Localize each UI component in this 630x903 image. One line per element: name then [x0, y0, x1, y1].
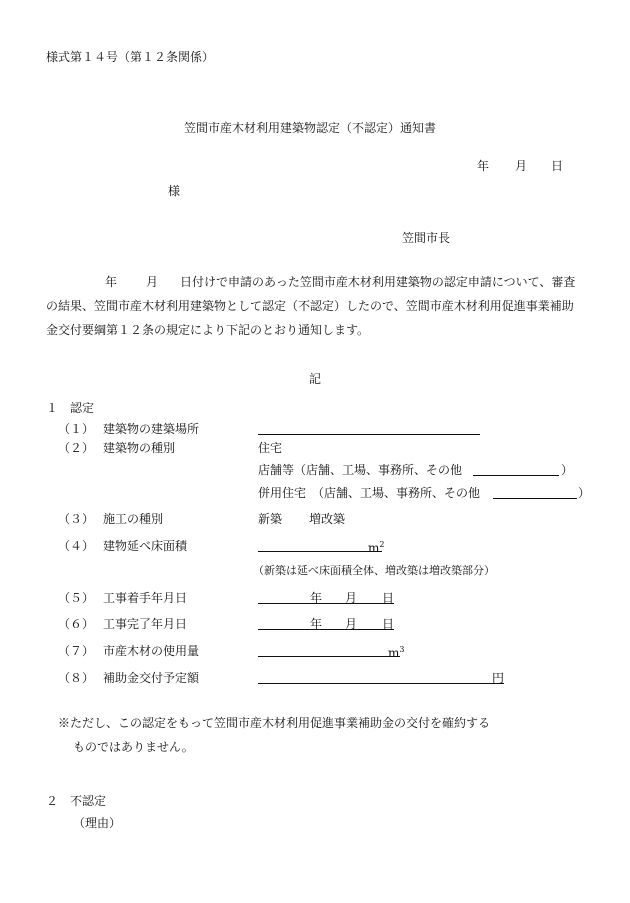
- item-6-label: 工事完了年月日: [103, 617, 188, 631]
- construction-extension: 増改築: [309, 512, 346, 526]
- timber-volume-field[interactable]: [258, 656, 400, 657]
- body-line-1: 日付けで申請のあった笠間市産木材利用建築物の認定申請について、審査: [180, 275, 576, 289]
- addressee-suffix: 様: [168, 184, 181, 198]
- date-year-label: 年: [477, 159, 490, 173]
- mixed-other-field[interactable]: [493, 498, 577, 499]
- item-5-number: （５）: [58, 591, 95, 605]
- floor-area-unit: $m^2$: [368, 540, 385, 555]
- issuer: 笠間市長: [402, 231, 451, 245]
- completion-date-field[interactable]: [258, 629, 394, 630]
- body-year-label: 年: [105, 275, 118, 289]
- section-1-heading: １ 認定: [46, 401, 95, 415]
- item-1-label: 建築物の建築場所: [103, 422, 200, 436]
- form-number: 様式第１４号（第１２条関係）: [46, 50, 215, 64]
- item-3-label: 施工の種別: [103, 512, 164, 526]
- completion-date-day: 日: [382, 617, 395, 631]
- floor-area-field[interactable]: [258, 551, 382, 552]
- item-4-label: 建物延べ床面積: [103, 539, 188, 553]
- item-6-number: （６）: [58, 617, 95, 631]
- item-1-number: （１）: [58, 422, 95, 436]
- ki-heading: 記: [309, 372, 322, 386]
- item-7-number: （７）: [58, 644, 95, 658]
- reason-label: （理由）: [73, 816, 122, 830]
- completion-date-month: 月: [345, 617, 358, 631]
- document-title: 笠間市産木材利用建築物認定（不認定）通知書: [184, 121, 437, 135]
- floor-area-note: （新築は延べ床面積全体、増改築は増改築部分）: [253, 564, 495, 577]
- item-5-label: 工事着手年月日: [103, 591, 188, 605]
- body-line-2: の結果、笠間市産木材利用建築物として認定（不認定）したので、笠間市産木材利用促進事業補助: [46, 299, 574, 313]
- body-month-label: 月: [146, 275, 159, 289]
- start-date-month: 月: [345, 591, 358, 605]
- start-date-year: 年: [310, 591, 323, 605]
- mixed-close-paren: ）: [578, 486, 591, 500]
- building-type-store: 店舗等（店舗、工場、事務所、その他: [258, 463, 463, 477]
- start-date-field[interactable]: [258, 603, 394, 604]
- item-3-number: （３）: [58, 512, 95, 526]
- item-2-label: 建築物の種別: [103, 441, 176, 455]
- item-2-number: （２）: [58, 441, 95, 455]
- subsidy-amount-unit: 円: [492, 671, 505, 685]
- date-day-label: 日: [551, 159, 564, 173]
- construction-new: 新築: [258, 512, 283, 526]
- date-month-label: 月: [515, 159, 528, 173]
- notice-line-1: ※ただし、この認定をもって笠間市産木材利用促進事業補助金の交付を確約する: [58, 716, 491, 730]
- item-8-number: （８）: [58, 671, 95, 685]
- notice-line-2: ものではありません。: [73, 740, 194, 754]
- timber-volume-unit: $m^3$: [388, 645, 405, 660]
- building-location-field[interactable]: [258, 434, 480, 435]
- item-7-label: 市産木材の使用量: [103, 644, 200, 658]
- item-8-label: 補助金交付予定額: [103, 671, 200, 685]
- store-other-field[interactable]: [473, 475, 559, 476]
- building-type-residence: 住宅: [258, 441, 283, 455]
- item-4-number: （４）: [58, 539, 95, 553]
- building-type-mixed: 併用住宅 （店舗、工場、事務所、その他: [258, 486, 481, 500]
- store-close-paren: ）: [561, 463, 574, 477]
- body-line-3: 金交付要綱第１２条の規定により下記のとおり通知します。: [46, 323, 370, 337]
- start-date-day: 日: [382, 591, 395, 605]
- completion-date-year: 年: [310, 617, 323, 631]
- section-2-heading: ２ 不認定: [46, 794, 107, 808]
- subsidy-amount-field[interactable]: [258, 683, 504, 684]
